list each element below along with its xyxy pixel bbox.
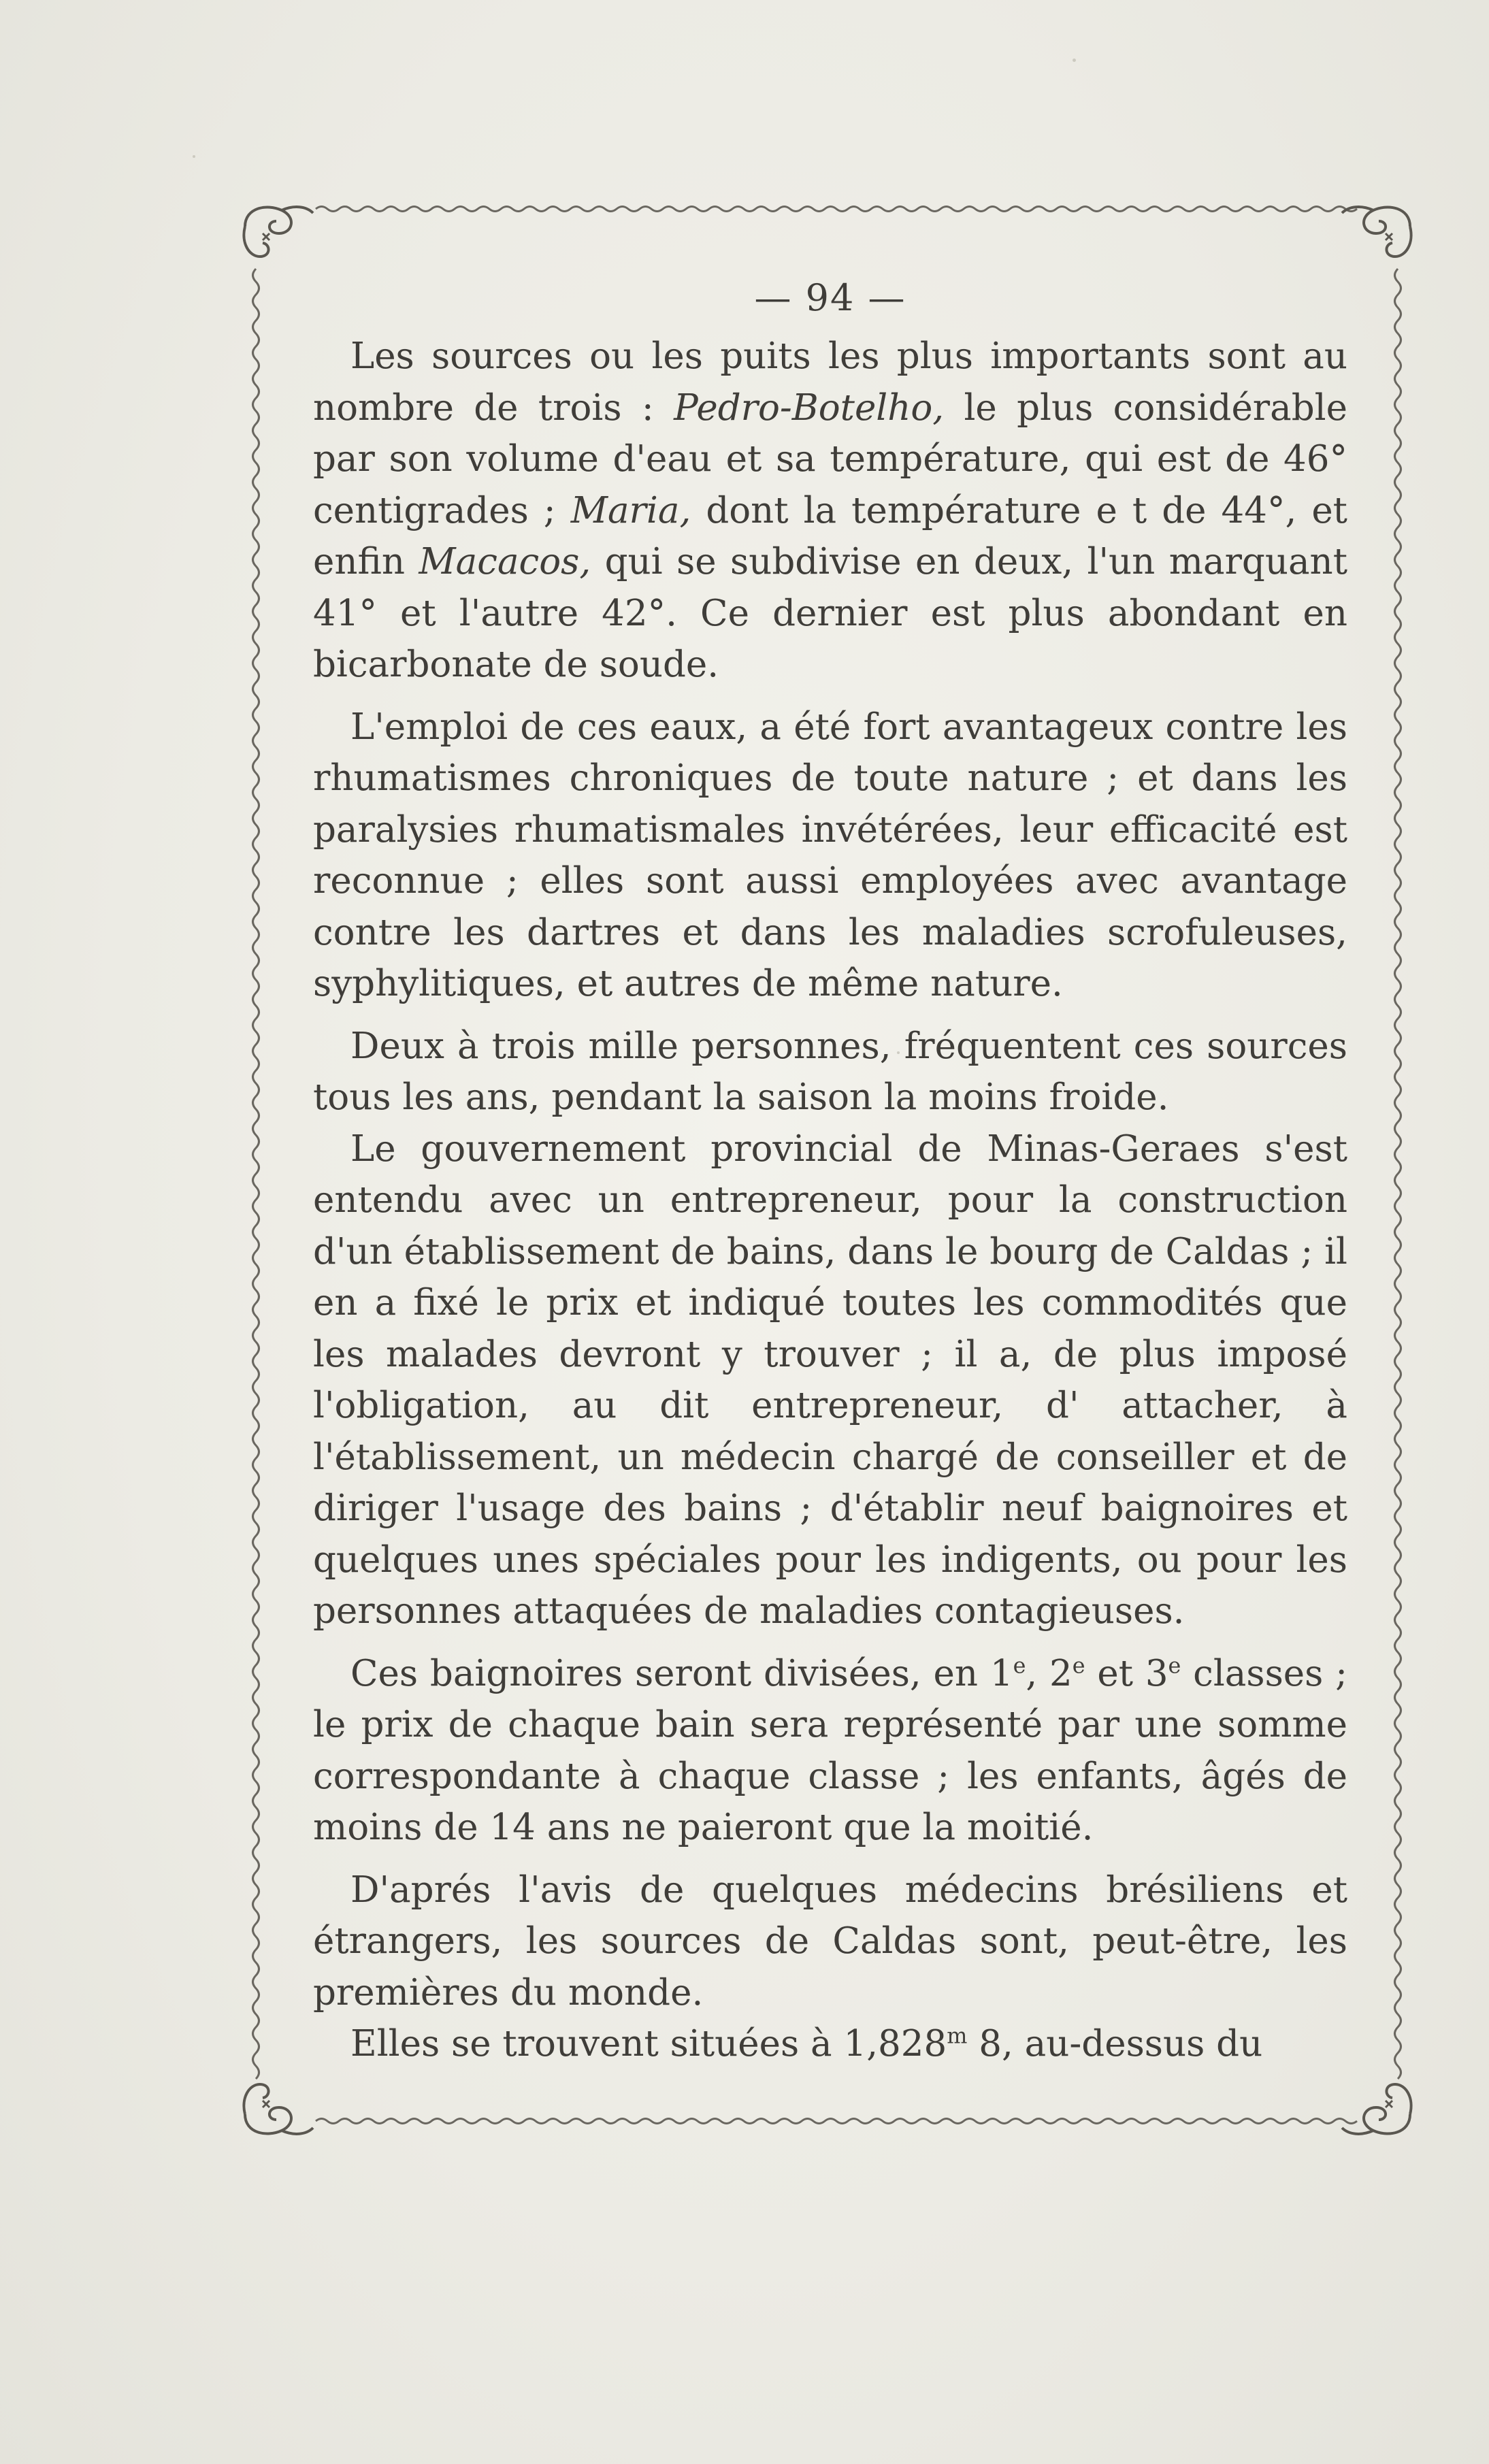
text-run: D'aprés l'avis de quelques médecins brésiliens et étrangers, les sources de Caldas sont, peut-être, les premières du monde. <box>313 1869 1347 2014</box>
paragraph-p1 <box>313 331 1347 691</box>
paragraph-p7 <box>313 2018 1347 2070</box>
page-body <box>313 267 1347 2081</box>
text-run: le plus considérable par son volume d'eau et sa température, qui est de 46° centigrades ; <box>313 387 1347 531</box>
superscript: e <box>1168 1652 1181 1678</box>
corner-flourish-icon <box>1342 2084 1411 2134</box>
text-run: L'emploi de ces eaux, a été fort avantageux contre les rhumatismes chroniques de toute nature ; et dans les paralysies rhumatismales invétérées, leur efficacité est reconnue ; elles sont aussi employées avec avantage contre les dartres et dans les maladies scrofuleuses, syphylitiques, et autres de même nature. <box>313 706 1347 1004</box>
paper-speck <box>193 155 195 158</box>
superscript: e <box>1072 1652 1085 1678</box>
text-run: dont la température e t de 44°, et enfin <box>313 489 1347 582</box>
bottom-wavy-rule <box>316 2119 1357 2124</box>
text-run: , 2 <box>1026 1652 1073 1694</box>
text-run: et 3 <box>1085 1652 1168 1694</box>
corner-flourish-icon <box>244 2084 313 2134</box>
paragraph-p3 <box>313 1021 1347 1123</box>
superscript: m <box>947 2023 968 2049</box>
paragraph-p6 <box>313 1865 1347 2019</box>
text-run: Les sources ou les puits les plus importants sont au nombre de trois : <box>313 335 1347 429</box>
corner-flourish-icon <box>244 207 313 257</box>
top-wavy-rule <box>316 207 1357 212</box>
page-number: — 94 — <box>754 276 906 319</box>
italic-name: Maria, <box>570 489 691 531</box>
paragraph-list <box>313 331 1347 2070</box>
text-run: Le gouvernement provincial de Minas-Geraes s'est entendu avec un entrepreneur, pour la construction d'un établissement de bains, dans le bourg de Caldas ; il en a fixé le prix et indiqué toutes les commodités que les malades devront y trouver ; il a, de plus imposé l'obligation, au dit entrepreneur, d' attacher, à l'établissement, un médecin chargé de conseiller et de diriger l'usage des bains ; d'établir neuf baignoires et quelques unes spéciales pour les indigents, ou pour les personnes attaquées de maladies contagieuses. <box>313 1128 1347 1632</box>
text-run: Ces baignoires seront divisées, en 1 <box>350 1652 1013 1694</box>
right-wavy-rule <box>1395 269 1401 2079</box>
ornamental-frame <box>240 201 1416 2140</box>
text-run: qui se subdivise en deux, l'un marquant 41° et l'autre 42°. Ce dernier est plus abondant en bicarbonate de soude. <box>313 541 1347 685</box>
italic-name: Macacos, <box>419 541 591 582</box>
paragraph-p2 <box>313 702 1347 1010</box>
superscript: e <box>1013 1652 1026 1678</box>
paper-speck <box>1073 59 1076 62</box>
text-run: classes ; le prix de chaque bain sera représenté par une somme correspondante à chaque classe ; les enfants, âgés de moins de 14 ans ne paieront que la moitié. <box>313 1652 1348 1848</box>
text-run: 8, au-dessus du <box>967 2023 1263 2065</box>
text-run: Elles se trouvent situées à 1,828 <box>350 2023 947 2065</box>
left-wavy-rule <box>253 269 259 2079</box>
paragraph-p4 <box>313 1123 1347 1637</box>
paragraph-p5 <box>313 1648 1347 1854</box>
corner-flourish-icon <box>1342 207 1411 257</box>
text-run: Deux à trois mille personnes, fréquentent ces sources tous les ans, pendant la saison la moins froide. <box>313 1025 1347 1118</box>
italic-name: Pedro-Botelho, <box>674 387 945 429</box>
